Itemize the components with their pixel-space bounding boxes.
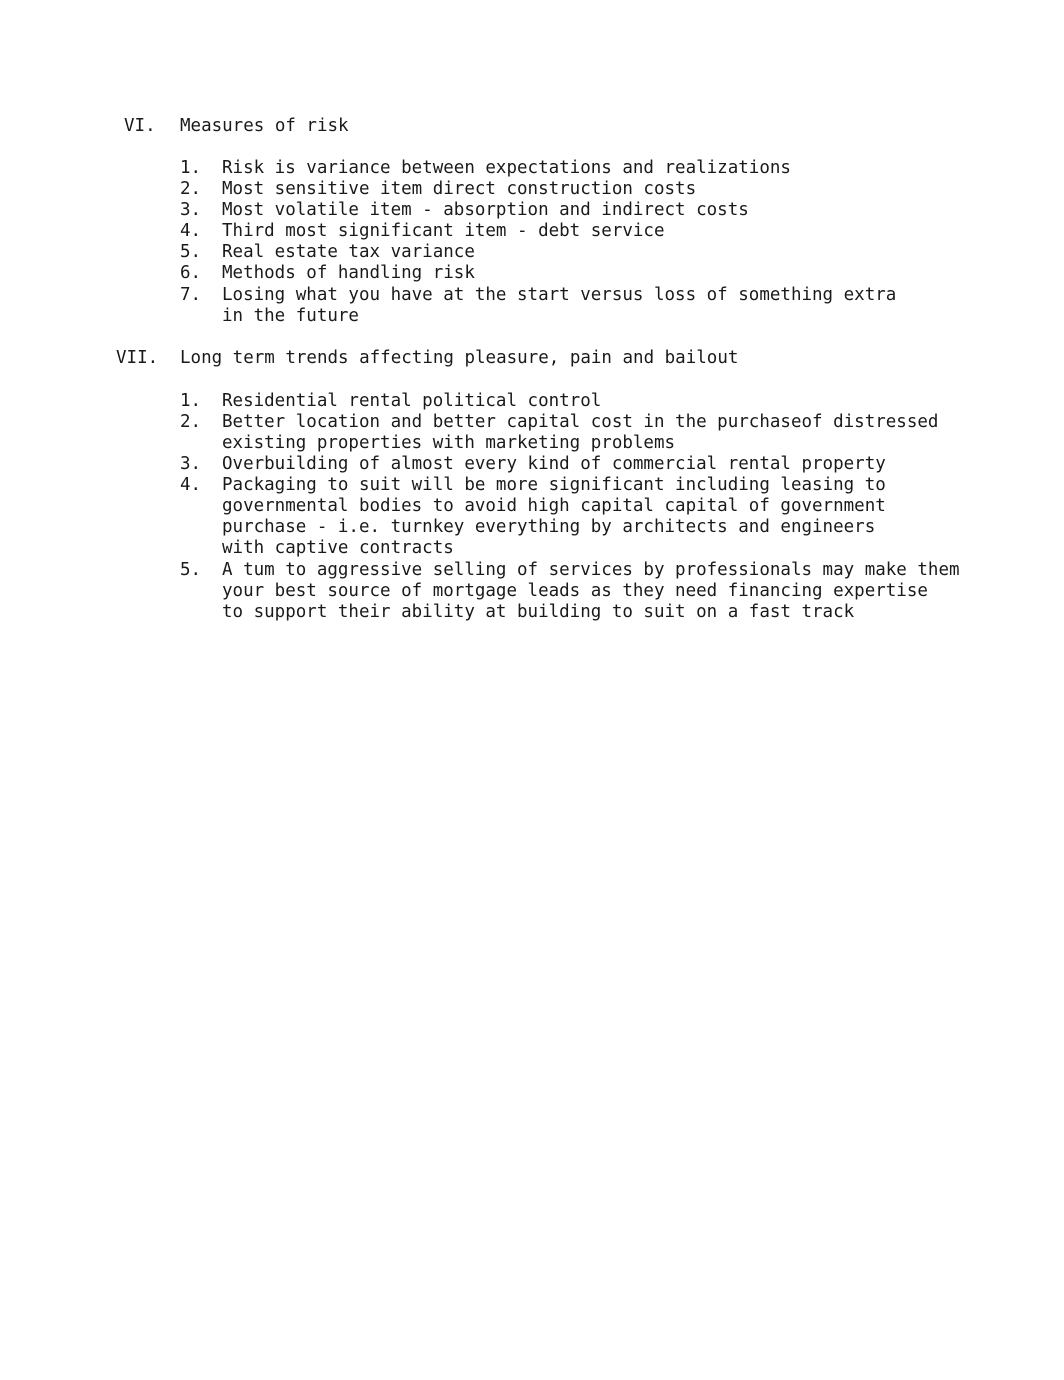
list-item-text: Overbuilding of almost every kind of commercial rental property [222, 454, 886, 474]
list-item-number: 1. [180, 391, 202, 411]
list-item-number: 3. [180, 200, 202, 220]
list-item-text: Residential rental political control [222, 391, 602, 411]
list-item-number: 4. [180, 475, 202, 495]
list-item-text: Real estate tax variance [222, 242, 475, 262]
list-item-text-continued: governmental bodies to avoid high capital capital of government [222, 496, 886, 516]
list-item-number: 3. [180, 454, 202, 474]
section-heading: Measures of risk [180, 116, 349, 136]
list-item-number: 6. [180, 263, 202, 283]
list-item-number: 1. [180, 158, 202, 178]
list-item-number: 2. [180, 179, 202, 199]
section-heading: Long term trends affecting pleasure, pain and bailout [180, 348, 739, 368]
list-item-number: 2. [180, 412, 202, 432]
list-item-text: Losing what you have at the start versus loss of something extra [222, 285, 897, 305]
list-item-text: Methods of handling risk [222, 263, 475, 283]
list-item-text-continued: to support their ability at building to suit on a fast track [222, 602, 855, 622]
list-item-number: 7. [180, 285, 202, 305]
list-item-text: Most volatile item - absorption and indirect costs [222, 200, 749, 220]
list-item-text: Better location and better capital cost in the purchaseof distressed [222, 412, 939, 432]
list-item-text-continued: with captive contracts [222, 538, 454, 558]
list-item-text-continued: existing properties with marketing problems [222, 433, 676, 453]
list-item-text: Third most significant item - debt service [222, 221, 665, 241]
section-numeral: VI. [124, 116, 156, 136]
list-item-text-continued: purchase - i.e. turnkey everything by architects and engineers [222, 517, 876, 537]
list-item-text: A tum to aggressive selling of services by professionals may make them [222, 560, 960, 580]
list-item-text: Packaging to suit will be more significant including leasing to [222, 475, 886, 495]
list-item-text: Most sensitive item direct construction costs [222, 179, 697, 199]
list-item-text-continued: in the future [222, 306, 359, 326]
list-item-number: 4. [180, 221, 202, 241]
list-item-number: 5. [180, 560, 202, 580]
list-item-number: 5. [180, 242, 202, 262]
list-item-text: Risk is variance between expectations and realizations [222, 158, 791, 178]
list-item-text-continued: your best source of mortgage leads as they need financing expertise [222, 581, 928, 601]
section-numeral: VII. [116, 348, 159, 368]
